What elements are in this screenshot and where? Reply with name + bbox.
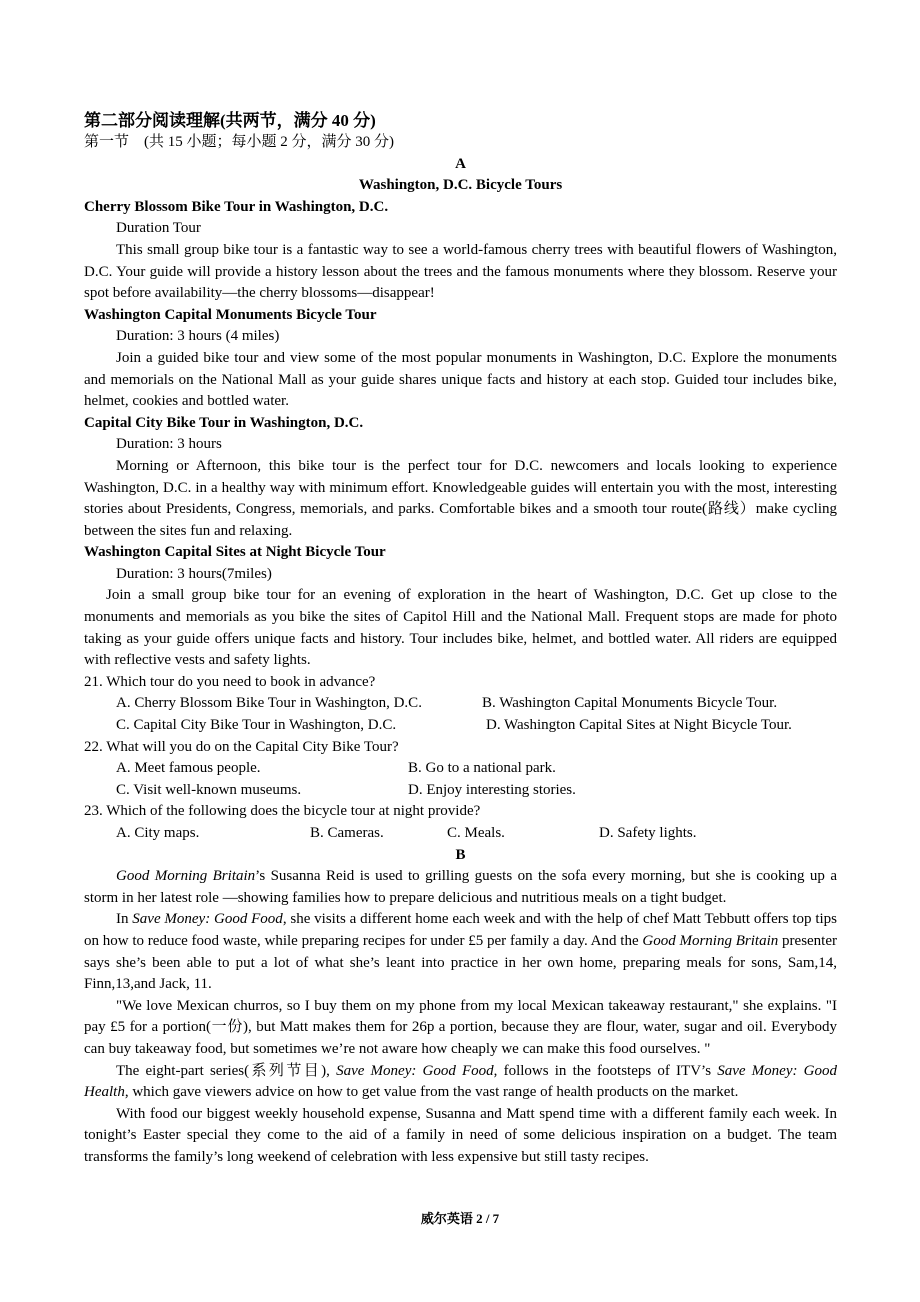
option: B. Go to a national park. [408, 760, 556, 777]
paragraph-text: The eight-part series(系列节目), [116, 1062, 337, 1079]
tour-description: Join a small group bike tour for an evening of exploration in the heart of Washington, D.C. Get up close to the monuments and memorials as you bike the sites of Capitol Hill and the National Mall. Frequent stops are made for photo taking as your guide offers unique facts and history. Tour includes bike, helmet, and bottled water. All riders are equipped with reflective vests and safety lights. [84, 587, 837, 669]
paragraph-text: ’s Susanna Reid is used to grilling guests on the sofa every morning, but she is cooking up a storm in her latest role —showing families how to prepare delicious and nutritious meals on a tight budget. [84, 868, 837, 906]
tour-name: Washington Capital Monuments Bicycle Tour [84, 306, 377, 323]
option: C. Visit well-known museums. [116, 781, 302, 798]
show-title: Save Money: Good Food [132, 911, 283, 928]
passage-letter-a: A [455, 155, 466, 172]
tour-duration: Duration: 3 hours(7miles) [116, 565, 272, 582]
tour-description: Morning or Afternoon, this bike tour is the perfect tour for D.C. newcomers and locals looking to experience Washington, D.C. in a healthy way with minimum effort. Knowledgeable guides will entertain you with the most, interesting stories about Presidents, Congress, memorials, and parks. Comfortable bikes and a smooth tour route(路线）make cycling between the sites fun and relaxing. [84, 457, 837, 539]
paragraph-text: presenter says she’s been able to put a lot of what she’s leant into practice in her own home, preparing meals for sons, Sam,14, Finn,13,and Jack, 11. [84, 932, 838, 993]
paragraph: With food our biggest weekly household expense, Susanna and Matt spend time with a different family each week. In tonight’s Easter special they come to the aid of a family in need of some delicious inspiration on a budget. The team transforms the family’s long weekend of celebration with less expensive but still tasty recipes. [84, 1105, 837, 1165]
option: D. Safety lights. [599, 825, 697, 841]
option-row [84, 823, 837, 845]
option: A. City maps. [116, 825, 200, 841]
question-stem: 21. Which tour do you need to book in advance? [84, 673, 376, 690]
tour-name: Washington Capital Sites at Night Bicycle Tour [84, 544, 386, 561]
show-title: Good Morning Britain [642, 932, 779, 949]
tour-name: Capital City Bike Tour in Washington, D.C. [84, 414, 364, 431]
paragraph-text: , follows in the footsteps of ITV’s [493, 1062, 718, 1079]
option: C. Capital City Bike Tour in Washington, D.C. [116, 717, 397, 734]
option-row [84, 715, 837, 737]
show-title: Save Money: Good Health [84, 1062, 837, 1101]
passage-letter-b: B [455, 846, 466, 863]
show-title: Good Morning Britain [116, 868, 256, 885]
passage-title: Washington, D.C. Bicycle Tours [358, 177, 563, 194]
option: D. Enjoy interesting stories. [408, 781, 576, 798]
paragraph-text: , which gave viewers advice on how to get value from the vast range of health products on the market. [124, 1084, 739, 1101]
passage-b [84, 845, 837, 1169]
page-footer: 威尔英语 2 / 7 [420, 1211, 500, 1226]
option: A. Cherry Blossom Bike Tour in Washington, D.C. [116, 695, 422, 712]
option-row [84, 780, 837, 802]
paragraph [84, 1061, 837, 1104]
option: B. Cameras. [310, 825, 384, 841]
option: C. Meals. [447, 825, 505, 841]
paragraph: "We love Mexican churros, so I buy them on my phone from my local Mexican takeaway restaurant," she explains. "I pay £5 for a portion(一份), but Matt makes them for 26p a portion, because they are flour, water, sugar and oil. Everybody can buy takeaway food, but sometimes we’re not aware how cheaply we can make this food ourselves. " [84, 997, 837, 1057]
tour-duration: Duration: 3 hours (4 miles) [116, 328, 280, 345]
option: A. Meet famous people. [116, 760, 261, 777]
question-stem: 22. What will you do on the Capital City Bike Tour? [84, 738, 399, 755]
option: B. Washington Capital Monuments Bicycle Tour. [482, 695, 778, 712]
section-title: 第一节 (共 15 小题；每小题 2 分，满分 30 分) [84, 134, 394, 150]
option: D. Washington Capital Sites at Night Bicycle Tour. [486, 717, 792, 734]
question-stem: 23. Which of the following does the bicycle tour at night provide? [84, 803, 481, 820]
paragraph [84, 909, 837, 995]
part-title: 第二部分阅读理解(共两节，满分 40 分) [84, 111, 376, 130]
paragraph-text: In [116, 911, 133, 928]
paragraph [84, 866, 837, 909]
option-row [84, 693, 837, 715]
tour-duration: Duration: 3 hours [116, 436, 222, 453]
option-row [84, 758, 837, 780]
paragraph-text: , she visits a different home each week and with the help of chef Matt Tebbutt offers top tips on how to reduce food waste, while preparing recipes for under £5 per family a day. And the [84, 911, 838, 949]
tour-description: Join a guided bike tour and view some of the most popular monuments in Washington, D.C. Explore the monuments and memorials on the National Mall as your guide shares unique facts and history at each stop. Guided tour includes bike, helmet, cookies and bottled water. [84, 349, 837, 410]
tour-name: Cherry Blossom Bike Tour in Washington, D.C. [84, 198, 389, 215]
show-title: Save Money: Good Food [336, 1062, 494, 1079]
passage-a [84, 154, 837, 845]
exam-page [84, 110, 837, 1169]
tour-description: This small group bike tour is a fantastic way to see a world-famous cherry trees with beautiful flowers of Washington, D.C. Your guide will provide a history lesson about the trees and the famous monuments where they blossom. Reserve your spot before availability—the cherry blossoms—disappear! [84, 241, 837, 302]
tour-duration: Duration Tour [116, 220, 201, 237]
